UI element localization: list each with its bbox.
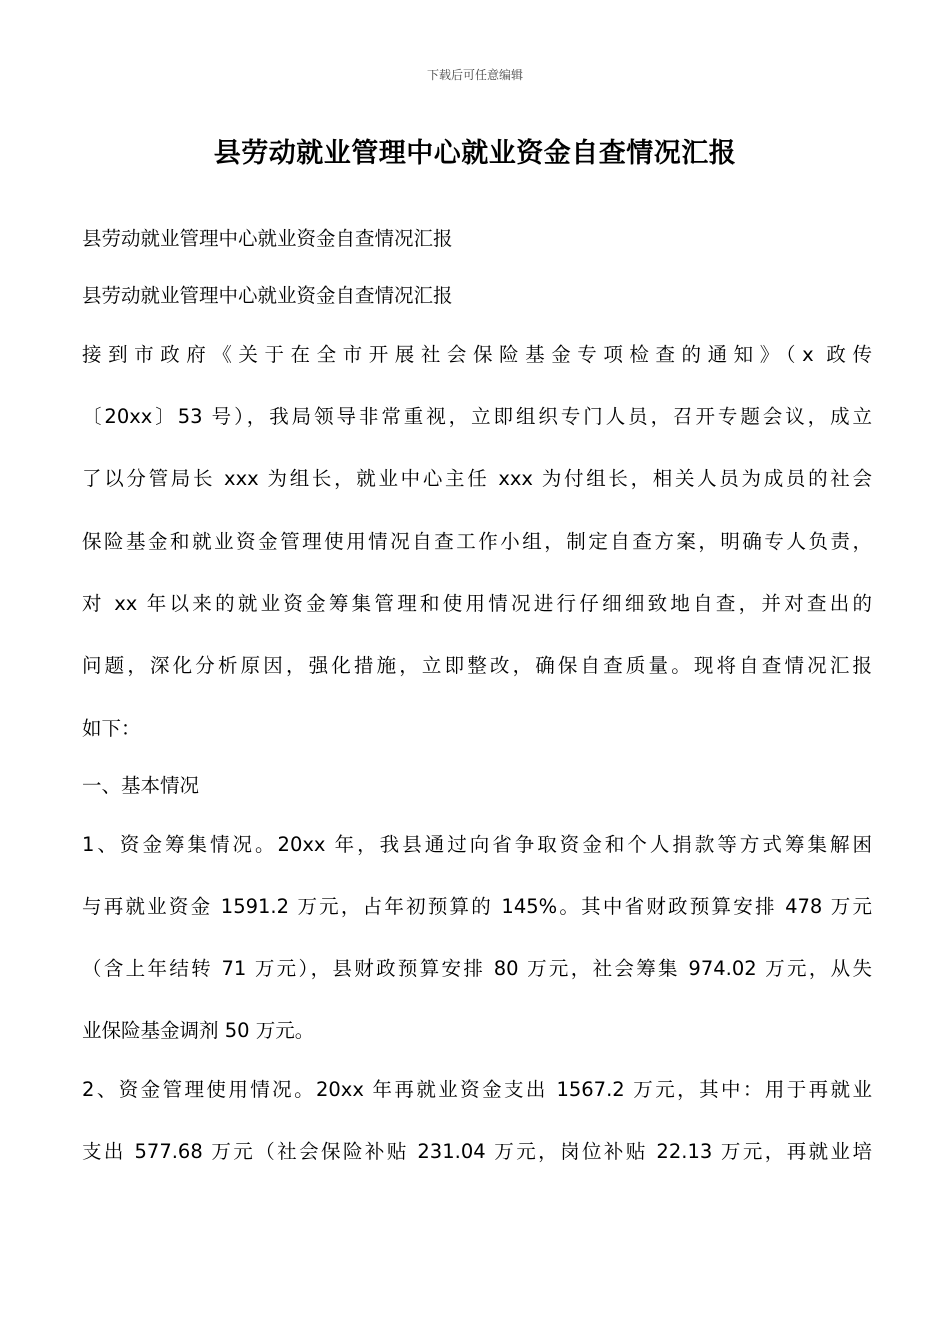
paragraph-line: 支出 577.68 万元（社会保险补贴 231.04 万元，岗位补贴 22.13 万元，再就业培 [82,1140,872,1163]
paragraph-line: 接到市政府《关于在全市开展社会保险基金专项检查的通知》（x 政传 [82,343,872,366]
paragraph-line: 2、资金管理使用情况。20xx 年再就业资金支出 1567.2 万元，其中：用于再就业 [82,1078,872,1101]
subtitle-line: 县劳动就业管理中心就业资金自查情况汇报 [82,227,453,250]
header-note: 下载后可任意编辑 [426,68,523,82]
paragraph-line: 对 xx 年以来的就业资金筹集管理和使用情况进行仔细细致地自查，并对查出的 [82,592,872,615]
paragraph-line: 保险基金和就业资金管理使用情况自查工作小组，制定自查方案，明确专人负责， [82,530,872,553]
paragraph-line: 如下： [82,717,141,740]
paragraph-line: 问题，深化分析原因，强化措施，立即整改，确保自查质量。现将自查情况汇报 [82,654,872,677]
section-heading: 一、基本情况 [82,774,200,797]
paragraph-line: 业保险基金调剂 50 万元。 [82,1019,315,1042]
document-title: 县劳动就业管理中心就业资金自查情况汇报 [213,138,737,169]
paragraph-line: 1、资金筹集情况。20xx 年，我县通过向省争取资金和个人捐款等方式筹集解困 [82,833,872,856]
paragraph-line: （含上年结转 71 万元），县财政预算安排 80 万元，社会筹集 974.02 万元，从失 [82,957,872,980]
paragraph-line: 〔20xx〕53 号），我局领导非常重视，立即组织专门人员，召开专题会议，成立 [82,405,872,428]
paragraph-line: 了以分管局长 xxx 为组长，就业中心主任 xxx 为付组长，相关人员为成员的社会 [82,467,872,490]
paragraph-line: 与再就业资金 1591.2 万元，占年初预算的 145%。其中省财政预算安排 478 万元 [82,895,872,918]
subtitle-line: 县劳动就业管理中心就业资金自查情况汇报 [82,284,453,307]
